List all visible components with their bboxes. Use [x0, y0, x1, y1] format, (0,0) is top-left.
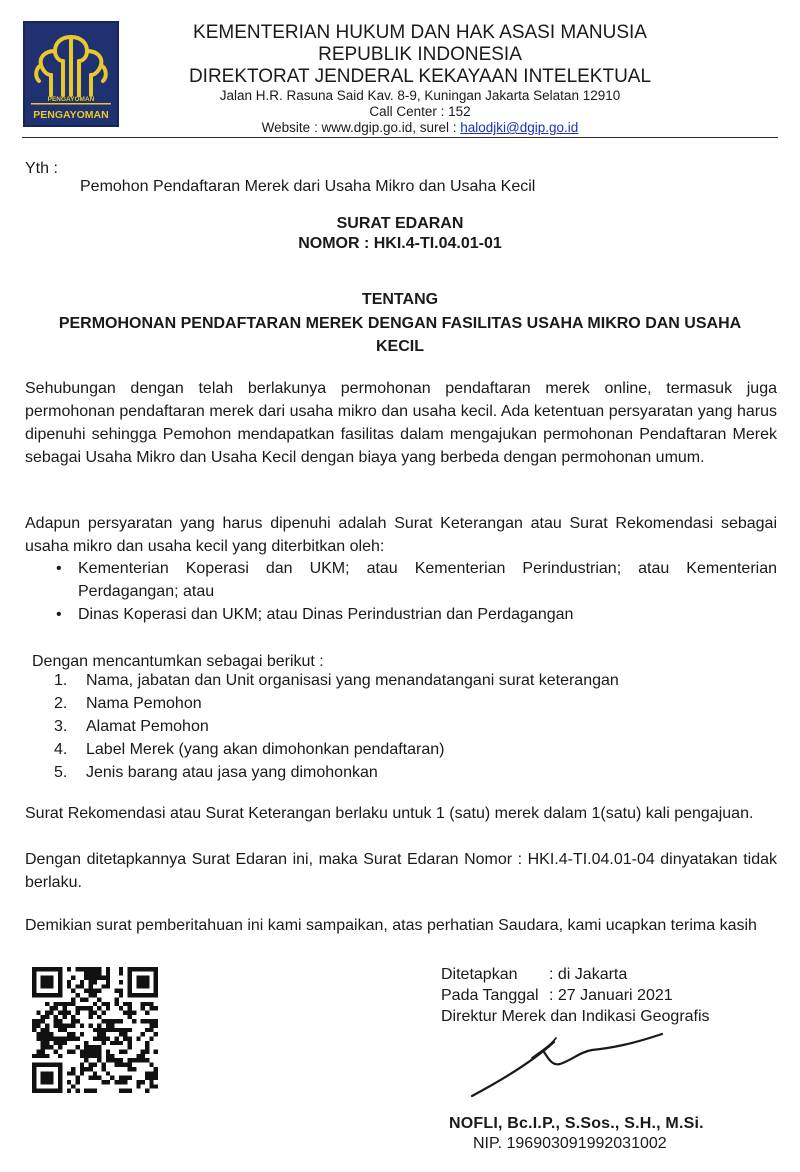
- qr-code: [32, 967, 158, 1093]
- place-label: Ditetapkan: [441, 966, 518, 983]
- website-text: Website : www.dgip.go.id, surel :: [261, 120, 461, 135]
- list-item: • Dinas Koperasi dan UKM; atau Dinas Perindustrian dan Perdagangan: [48, 603, 777, 626]
- signer-position: Direktur Merek dan Indikasi Geografis: [441, 1008, 710, 1025]
- paragraph-validity: Surat Rekomendasi atau Surat Keterangan berlaku untuk 1 (satu) merek dalam 1(satu) kali pengajuan.: [25, 805, 754, 822]
- ministry-logo: [23, 21, 119, 127]
- paragraph-requirements: Adapun persyaratan yang harus dipenuhi adalah Surat Keterangan atau Surat Rekomendasi sebagai usaha mikro dan usaha kecil yang diterbitkan oleh:: [25, 515, 777, 555]
- list-item: 4. Label Merek (yang akan dimohonkan pendaftaran): [54, 741, 445, 758]
- paragraph-revocation: Dengan ditetapkannya Surat Edaran ini, maka Surat Edaran Nomor : HKI.4-TI.04.01-04 dinyatakan tidak berlaku.: [25, 851, 777, 891]
- date-value: : 27 Januari 2021: [549, 987, 673, 1004]
- signer-name: NOFLI, Bc.I.P., S.Sos., S.H., M.Si.: [449, 1115, 704, 1132]
- logo-motto-small: PENGAYOMAN: [47, 96, 95, 103]
- place-value: : di Jakarta: [549, 966, 628, 983]
- email-link[interactable]: halodjki@dgip.go.id: [460, 120, 579, 135]
- document-type: SURAT EDARAN: [336, 215, 464, 232]
- subject-title: PERMOHONAN PENDAFTARAN MEREK DENGAN FASILITAS USAHA MIKRO DAN USAHA: [58, 315, 742, 332]
- recipient-name: Pemohon Pendaftaran Merek dari Usaha Mikro dan Usaha Kecil: [80, 178, 536, 195]
- country-name: REPUBLIK INDONESIA: [318, 44, 522, 65]
- date-label: Pada Tanggal: [441, 987, 539, 1004]
- website-line: [160, 120, 680, 136]
- document-number: NOMOR : HKI.4-TI.04.01-01: [298, 235, 502, 252]
- list-item: 5. Jenis barang atau jasa yang dimohonkan: [54, 764, 378, 781]
- signer-nip: NIP. 196903091992031002: [473, 1135, 667, 1152]
- directorate-name: DIREKTORAT JENDERAL KEKAYAAN INTELEKTUAL: [188, 66, 652, 87]
- list-item: • Kementerian Koperasi dan UKM; atau Kementerian Perindustrian; atau Kementerian Perdagangan; atau: [48, 557, 777, 603]
- list-item: 1. Nama, jabatan dan Unit organisasi yang menandatangani surat keterangan: [54, 672, 619, 689]
- handwritten-signature: [462, 1022, 682, 1102]
- list-item: 3. Alamat Pemohon: [54, 718, 209, 735]
- office-address: Jalan H.R. Rasuna Said Kav. 8-9, Kuningan Jakarta Selatan 12910: [219, 88, 621, 103]
- list-intro: Dengan mencantumkan sebagai berikut :: [32, 653, 324, 670]
- paragraph-closing: Demikian surat pemberitahuan ini kami sampaikan, atas perhatian Saudara, kami ucapkan terima kasih: [25, 917, 757, 934]
- signature-block: [441, 964, 710, 1027]
- logo-motto: PENGAYOMAN: [33, 109, 109, 121]
- issuer-list: [48, 557, 777, 626]
- list-item: 2. Nama Pemohon: [54, 695, 202, 712]
- ministry-name: KEMENTERIAN HUKUM DAN HAK ASASI MANUSIA: [193, 22, 647, 43]
- paragraph-intro: Sehubungan dengan telah berlakunya permohonan pendaftaran merek online, termasuk juga permohonan pendaftaran merek dari usaha mikro dan usaha kecil. Ada ketentuan persyaratan yang harus dipenuhi sehingga Pemohon mendapatkan fasilitas dalam mengajukan permohonan Pendaftaran Merek sebagai Usaha Mikro dan Usaha Kecil dengan biaya yang berbeda dengan permohonan umum.: [25, 380, 777, 466]
- required-items-list: [54, 669, 754, 784]
- call-center: Call Center : 152: [369, 104, 471, 119]
- letterhead-divider: [22, 137, 778, 138]
- subject-title-cont: KECIL: [376, 338, 424, 355]
- subject-heading: TENTANG: [361, 291, 439, 308]
- recipient-label: Yth :: [25, 160, 58, 177]
